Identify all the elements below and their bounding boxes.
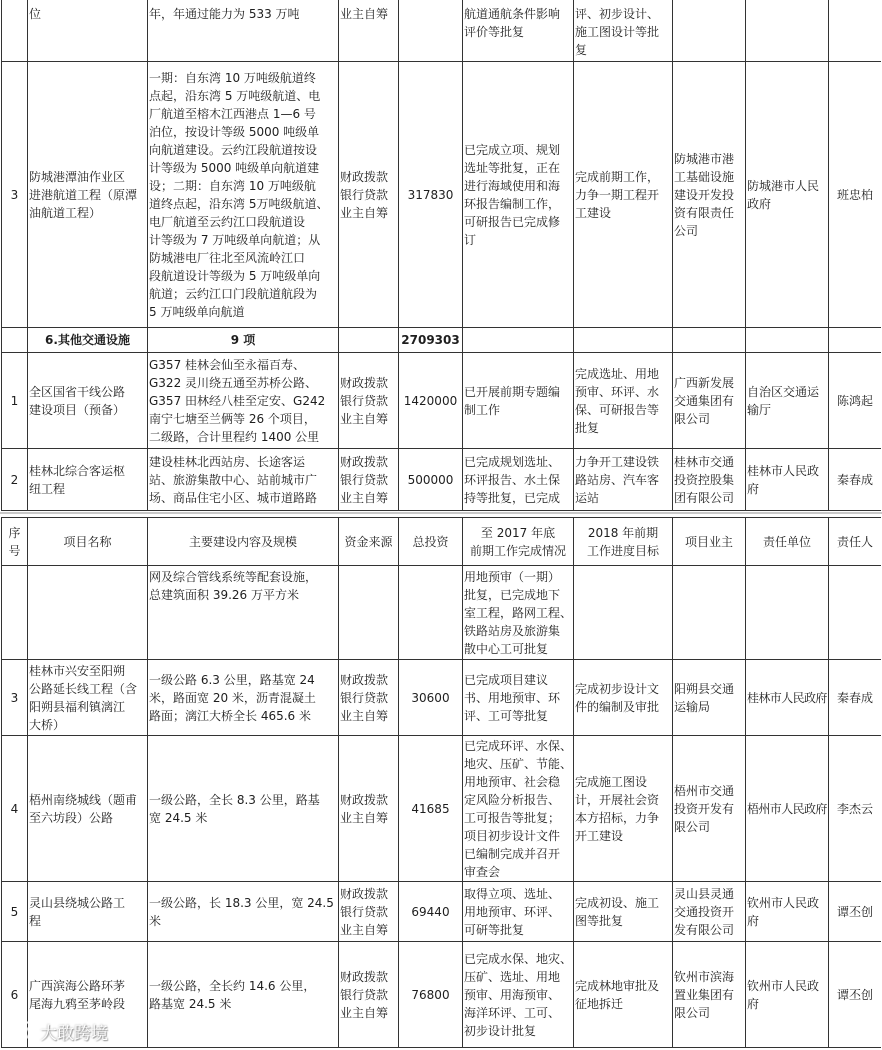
target-2018-cell: 完成施工图设 计，开展社会资 本方招标，力争 开工建设 [574, 736, 673, 882]
responsible-unit-cell [746, 328, 829, 353]
project-owner-cell: 防城港市港 工基础设施 建设开发投 资有限责任 公司 [673, 62, 746, 328]
header-number: 序 号 [2, 518, 28, 566]
row-number-cell: 3 [2, 660, 28, 736]
header-funding-source: 资金来源 [339, 518, 399, 566]
project-table-upper [1, 0, 881, 511]
project-name-cell: 防城港潭油作业区 进港航道工程（原潭 油航道工程） [28, 62, 148, 328]
target-2018-cell: 完成初设、施工 图等批复 [574, 882, 673, 942]
category-subtotal-row [2, 328, 882, 353]
construction-content-cell: G357 桂林会仙至永福百寿、 G322 灵川绕五通至苏桥公路、 G357 田林经八桂至定安、G242 南宁七塘至兰俩等 26 个项目， 二级路，合计里程约 1400 公里 [148, 353, 339, 449]
progress-2017-cell: 已完成水保、地灾、 压矿、选址、用地 预审、用海预审、 海洋环评、工可、 初步设计批复 [463, 942, 574, 1048]
lower-page-table-section [1, 517, 881, 1050]
funding-source-cell: 业主自筹 [339, 0, 399, 62]
table-row [2, 942, 882, 1048]
responsible-person-cell: 班忠柏 [829, 62, 882, 328]
table-row [2, 449, 882, 511]
project-name-cell: 全区国省干线公路 建设项目（预备） [28, 353, 148, 449]
funding-source-cell: 财政拨款 银行贷款 业主自筹 [339, 353, 399, 449]
project-owner-cell: 灵山县灵通 交通投资开 发有限公司 [673, 882, 746, 942]
construction-content-cell: 年，年通过能力为 533 万吨 [148, 0, 339, 62]
construction-content-cell: 一级公路，全长约 14.6 公里， 路基宽 24.5 米 [148, 942, 339, 1048]
row-number-cell: 6 [2, 942, 28, 1048]
funding-source-cell: 财政拨款 银行贷款 业主自筹 [339, 942, 399, 1048]
project-owner-cell [673, 328, 746, 353]
progress-2017-cell: 已完成环评、水保、 地灾、压矿、节能、 用地预审、社会稳 定风险分析报告、 工可报告等批复； 项目初步设计文件 已编制完成并召开 审查会 [463, 736, 574, 882]
funding-source-cell: 财政拨款 银行贷款 业主自筹 [339, 882, 399, 942]
responsible-unit-cell: 自治区交通运 输厅 [746, 353, 829, 449]
construction-content-cell: 一期：自东湾 10 万吨级航道终 点起，沿东湾 5 万吨级航道、电 厂航道至榕木江西港点 1—6 号 泊位，按设计等级 5000 吨级单 向航道建设。云约江段航道按设 计等级为 5000 吨级单向航道建 设；二期：自东湾 10 万吨级航 道终点起，沿东湾 5万吨级航道、 电厂航道至云约江口段航道设 计等级为 7 万吨级单向航道；从 防城港电厂往北至风流岭江口 段航道设计等级为 5 万吨级单向 航道；云约江口门段航道航段为 5 万吨级单向航道 [148, 62, 339, 328]
header-project-owner: 项目业主 [673, 518, 746, 566]
responsible-person-cell [829, 328, 882, 353]
project-owner-cell: 梧州市交通 投资开发有 限公司 [673, 736, 746, 882]
watermark [6, 1016, 108, 1046]
progress-2017-cell: 用地预审（一期） 批复，已完成地下 室工程，路网工程、 铁路站房及旅游集 散中心工可批复 [463, 566, 574, 660]
responsible-unit-cell: 梧州市人民政府 [746, 736, 829, 882]
header-total-investment: 总投资 [399, 518, 463, 566]
funding-source-cell [339, 566, 399, 660]
project-name-cell: 广西滨海公路环茅 尾海九鸦至茅岭段 [28, 942, 148, 1048]
project-owner-cell: 广西新发展 交通集团有 限公司 [673, 353, 746, 449]
header-project-name: 项目名称 [28, 518, 148, 566]
responsible-person-cell: 秦春成 [829, 660, 882, 736]
progress-2017-cell: 已完成项目建议 书、用地预审、环 评、工可等批复 [463, 660, 574, 736]
total-investment-cell: 1420000 [399, 353, 463, 449]
table-header-row [2, 518, 882, 566]
target-2018-cell [574, 328, 673, 353]
project-name-cell [28, 566, 148, 660]
project-table-lower [1, 517, 881, 1048]
responsible-person-cell [829, 566, 882, 660]
progress-2017-cell: 已完成规划选址、 环评报告、水土保 持等批复，已完成 [463, 449, 574, 511]
target-2018-cell [574, 566, 673, 660]
total-investment-cell: 76800 [399, 942, 463, 1048]
total-investment-cell [399, 0, 463, 62]
total-investment-cell: 30600 [399, 660, 463, 736]
row-number-cell [2, 328, 28, 353]
progress-2017-cell: 航道通航条件影响 评价等批复 [463, 0, 574, 62]
responsible-person-cell: 陈鸿起 [829, 353, 882, 449]
project-owner-cell: 钦州市滨海 置业集团有 限公司 [673, 942, 746, 1048]
responsible-unit-cell: 钦州市人民政 府 [746, 942, 829, 1048]
table-row [2, 882, 882, 942]
row-number-cell: 4 [2, 736, 28, 882]
target-2018-cell: 评、初步设计、 施工图设计等批 复 [574, 0, 673, 62]
total-investment-cell: 500000 [399, 449, 463, 511]
row-number-cell: 1 [2, 353, 28, 449]
header-construction-content: 主要建设内容及规模 [148, 518, 339, 566]
total-investment-cell [399, 566, 463, 660]
responsible-unit-cell [746, 0, 829, 62]
total-investment-cell: 41685 [399, 736, 463, 882]
project-owner-cell: 阳朔县交通 运输局 [673, 660, 746, 736]
construction-content-cell: 建设桂林北西站房、长途客运 站、旅游集散中心、站前城市广 场、商品住宅小区、城市道路路 [148, 449, 339, 511]
responsible-unit-cell: 桂林市人民政府 [746, 660, 829, 736]
progress-2017-cell: 已开展前期专题编 制工作 [463, 353, 574, 449]
table-row [2, 353, 882, 449]
funding-source-cell: 财政拨款 业主自筹 [339, 736, 399, 882]
construction-content-cell: 网及综合管线系统等配套设施， 总建筑面积 39.26 万平方米 [148, 566, 339, 660]
project-name-cell: 桂林市兴安至阳朔 公路延长线工程（含 阳朔县福利镇漓江 大桥） [28, 660, 148, 736]
responsible-person-cell: 谭丕创 [829, 942, 882, 1048]
table-row [2, 62, 882, 328]
weibo-logo-icon [6, 1019, 34, 1043]
responsible-person-cell: 李杰云 [829, 736, 882, 882]
funding-source-cell: 财政拨款 银行贷款 业主自筹 [339, 660, 399, 736]
table-row [2, 566, 882, 660]
page-break-divider [0, 512, 882, 514]
row-number-cell: 2 [2, 449, 28, 511]
progress-2017-cell: 已完成立项、规划 选址等批复，正在 进行海域使用和海 环报告编制工作， 可研报告已完成修 订 [463, 62, 574, 328]
responsible-unit-cell: 钦州市人民政 府 [746, 882, 829, 942]
header-progress-2017: 至 2017 年底 前期工作完成情况 [463, 518, 574, 566]
target-2018-cell: 完成林地审批及 征地拆迁 [574, 942, 673, 1048]
project-name-cell: 桂林北综合客运枢 纽工程 [28, 449, 148, 511]
responsible-unit-cell: 防城港市人民 政府 [746, 62, 829, 328]
target-2018-cell: 完成初步设计文 件的编制及审批 [574, 660, 673, 736]
table-row [2, 0, 882, 62]
project-name-cell: 梧州南绕城线（题甫 至六坊段）公路 [28, 736, 148, 882]
construction-content-cell: 一级公路，全长 8.3 公里，路基 宽 24.5 米 [148, 736, 339, 882]
target-2018-cell: 完成选址、用地 预审、环评、水 保、可研报告等 批复 [574, 353, 673, 449]
table-row [2, 660, 882, 736]
row-number-cell: 3 [2, 62, 28, 328]
row-number-cell [2, 566, 28, 660]
total-investment-cell: 69440 [399, 882, 463, 942]
header-target-2018: 2018 年前期 工作进度目标 [574, 518, 673, 566]
target-2018-cell: 力争开工建设铁 路站房、汽车客 运站 [574, 449, 673, 511]
responsible-person-cell: 谭丕创 [829, 882, 882, 942]
project-owner-cell [673, 0, 746, 62]
total-investment-cell: 317830 [399, 62, 463, 328]
funding-source-cell [339, 328, 399, 353]
category-total-investment-cell: 2709303 [399, 328, 463, 353]
responsible-unit-cell: 桂林市人民政 府 [746, 449, 829, 511]
project-name-cell: 灵山县绕城公路工 程 [28, 882, 148, 942]
table-row [2, 736, 882, 882]
responsible-person-cell: 秦春成 [829, 449, 882, 511]
header-responsible-person: 责任人 [829, 518, 882, 566]
progress-2017-cell [463, 328, 574, 353]
responsible-person-cell [829, 0, 882, 62]
funding-source-cell: 财政拨款 银行贷款 业主自筹 [339, 62, 399, 328]
construction-content-cell: 一级公路 6.3 公里，路基宽 24 米，路面宽 20 米，沥青混凝土 路面；漓江大桥全长 465.6 米 [148, 660, 339, 736]
project-owner-cell: 桂林市交通 投资控股集 团有限公司 [673, 449, 746, 511]
progress-2017-cell: 取得立项、选址、 用地预审、环评、 可研等批复 [463, 882, 574, 942]
category-count-cell: 9 项 [148, 328, 339, 353]
row-number-cell: 5 [2, 882, 28, 942]
construction-content-cell: 一级公路，长 18.3 公里，宽 24.5 米 [148, 882, 339, 942]
project-name-cell: 位 [28, 0, 148, 62]
watermark-text: 大敢跨境 [40, 1023, 108, 1044]
row-number-cell [2, 0, 28, 62]
target-2018-cell: 完成前期工作， 力争一期工程开 工建设 [574, 62, 673, 328]
category-name-cell: 6.其他交通设施 [28, 328, 148, 353]
upper-page-table-section [1, 0, 881, 511]
responsible-unit-cell [746, 566, 829, 660]
funding-source-cell: 财政拨款 银行贷款 业主自筹 [339, 449, 399, 511]
header-responsible-unit: 责任单位 [746, 518, 829, 566]
project-owner-cell [673, 566, 746, 660]
